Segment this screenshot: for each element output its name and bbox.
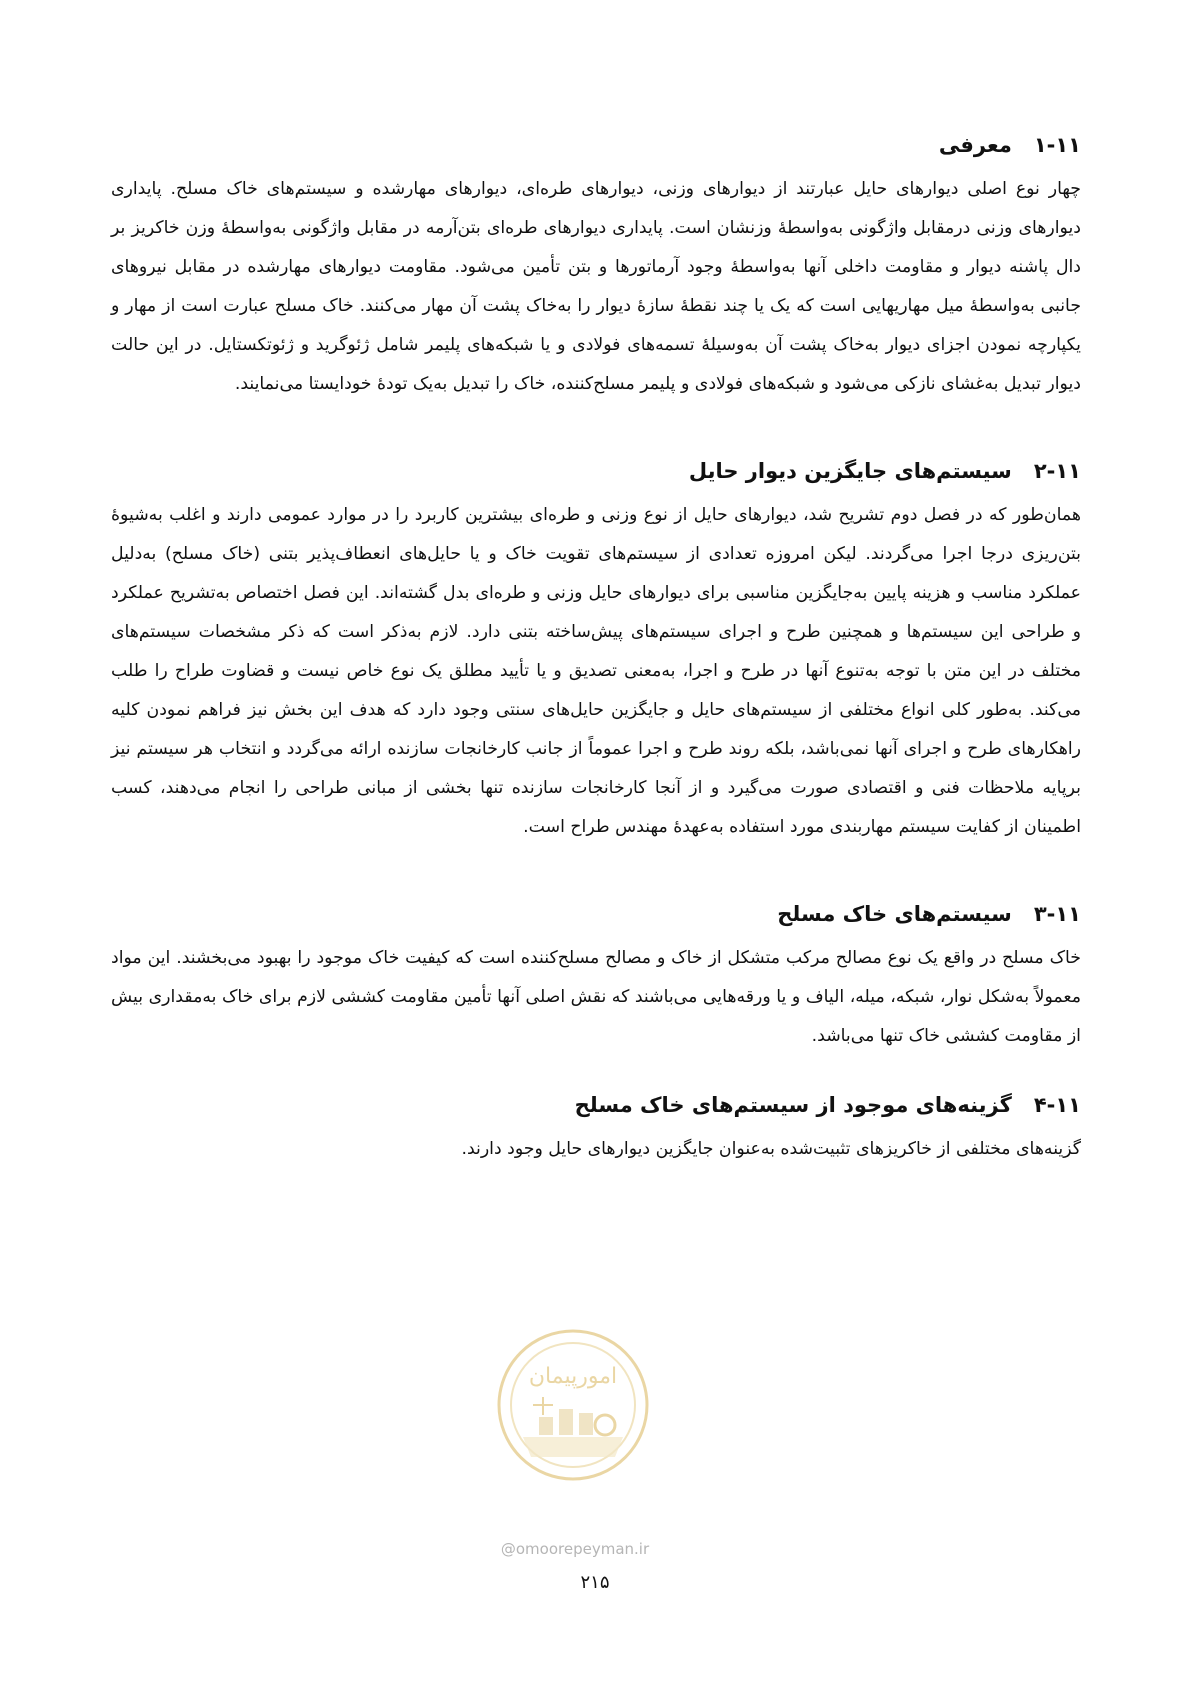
section-title: گزینه‌های موجود از سیستم‌های خاک مسلح [574, 1093, 1012, 1117]
section-title: معرفی [938, 133, 1012, 157]
section-heading [111, 454, 1081, 488]
section-title: سیستم‌های خاک مسلح [777, 902, 1012, 926]
section-paragraph: گزینه‌های مختلفی از خاکریزهای تثبیت‌شده به‌عنوان جایگزین دیوارهای حایل وجود دارند. [461, 1139, 1081, 1159]
page-number: ۲۱۵ [580, 1572, 610, 1593]
section-heading [111, 128, 1081, 162]
section-paragraph: خاک مسلح در واقع یک نوع مصالح مرکب متشکل از خاک و مصالح مسلح‌کننده است که کیفیت خاک موجود را بهبود می‌بخشند. این مواد معمولاً به‌شکل نوار، شبکه، میله، الیاف و یا ورقه‌هایی می‌باشند که نقش اصلی آنها تأمین مقاومت کششی لازم برای خاک به‌مقداری بیش از مقاومت کششی خاک تنها می‌باشد. [111, 948, 1081, 1046]
section-introduction [111, 128, 1081, 404]
section-reinforced-soil [111, 897, 1081, 1056]
section-number: ۱-۱۱ [1033, 133, 1081, 157]
section-alternative-systems [111, 454, 1081, 847]
section-number: ۲-۱۱ [1033, 459, 1081, 483]
section-heading [111, 897, 1081, 931]
section-available-options [111, 1088, 1081, 1169]
page-content [111, 128, 1081, 1169]
watermark-logo-icon [493, 1325, 653, 1485]
section-paragraph: چهار نوع اصلی دیوارهای حایل عبارتند از دیوارهای وزنی، دیوارهای طره‌ای، دیوارهای مهارشده و سیستم‌های خاک مسلح. پایداری دیوارهای وزنی درمقابل واژگونی به‌واسطهٔ وزنشان است. پایداری دیوارهای طره‌ای بتن‌آرمه در مقابل واژگونی به‌واسطهٔ وزن خاکریز بر دال پاشنه دیوار و مقاومت داخلی آنها به‌واسطهٔ وجود آرماتورها و بتن تأمین می‌شود. مقاومت دیوارهای مهارشده در مقابل نیروهای جانبی به‌واسطهٔ میل مهاریهایی است که یک یا چند نقطهٔ سازهٔ دیوار را به‌خاک پشت آن مهار می‌کنند. خاک مسلح عبارت است از مهار و یکپارچه نمودن اجزای دیوار به‌خاک پشت آن به‌وسیلهٔ تسمه‌های فولادی و یا شبکه‌های پلیمر شامل ژئوگرید و ژئوتکستایل. در این حالت دیوار تبدیل به‌غشای نازکی می‌شود و شبکه‌های فولادی و پلیمر مسلح‌کننده، خاک را تبدیل به‌یک تودهٔ خودایستا می‌نمایند. [111, 179, 1081, 394]
section-paragraph: همان‌طور که در فصل دوم تشریح شد، دیوارهای حایل از نوع وزنی و طره‌ای بیشترین کاربرد را در موارد عمومی دارند و اغلب به‌شیوهٔ بتن‌ریزی درجا اجرا می‌گردند. لیکن امروزه تعدادی از سیستم‌های تقویت خاک و یا حایل‌های انعطاف‌پذیر بتنی (خاک مسلح) به‌دلیل عملکرد مناسب و هزینه پایین به‌جایگزین مناسبی برای دیوارهای حایل وزنی و طره‌ای بدل گشته‌اند. این فصل اختصاص به‌تشریح عملکرد و طراحی این سیستم‌ها و همچنین طرح و اجرای سیستم‌های پیش‌ساخته بتنی دارد. لازم به‌ذکر است که ذکر مشخصات سیستم‌های مختلف در این متن با توجه به‌تنوع آنها در طرح و اجرا، به‌معنی تصدیق و یا تأیید مطلق یک نوع خاص نیست و قضاوت طراح را طلب می‌کند. به‌طور کلی انواع مختلفی از سیستم‌های حایل و جایگزین حایل‌های سنتی وجود دارد که هدف این بخش نیز فراهم نمودن کلیه راهکارهای طرح و اجرای آنها نمی‌باشد، بلکه روند طرح و اجرا عموماً از جانب کارخانجات سازنده ارائه می‌گردد و انتخاب هر سیستم نیز برپایه ملاحظات فنی و اقتصادی صورت می‌گیرد و از آنجا کارخانجات سازنده تنها بخشی از مبانی طراحی را انجام می‌دهند، کسب اطمینان از کفایت سیستم مهاربندی مورد استفاده به‌عهدهٔ مهندس طراح است. [111, 505, 1081, 837]
watermark-logo-text: امورپیمان [528, 1364, 618, 1389]
section-heading [111, 1088, 1081, 1122]
section-number: ۳-۱۱ [1033, 902, 1081, 926]
watermark-url: @omoorepeyman.ir [500, 1540, 650, 1558]
section-number: ۴-۱۱ [1033, 1093, 1081, 1117]
section-title: سیستم‌های جایگزین دیوار حایل [688, 459, 1012, 483]
